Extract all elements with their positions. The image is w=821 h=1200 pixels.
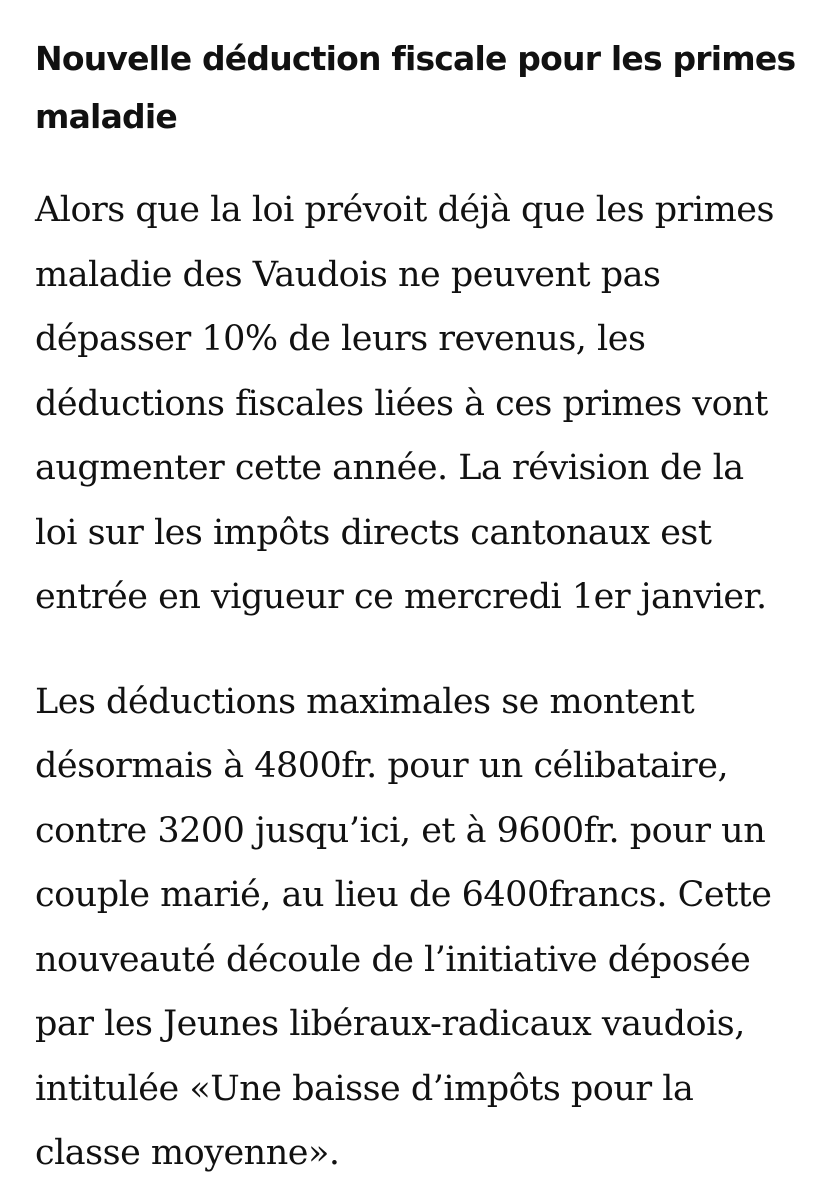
headline-line: maladie (35, 97, 177, 136)
paragraph-line: dépasser 10% de leurs revenus, les (35, 319, 646, 359)
paragraph-line: désormais à 4800fr. pour un célibataire, (35, 746, 729, 786)
article-headline (35, 30, 805, 146)
paragraph-line: Alors que la loi prévoit déjà que les primes (35, 190, 774, 230)
paragraph-line: Les déductions maximales se montent (35, 681, 695, 722)
paragraph-intro (35, 178, 805, 630)
article-body (35, 30, 805, 1186)
paragraph-deductions (35, 670, 805, 1186)
paragraph-line: augmenter cette année. La révision de la (35, 448, 744, 488)
paragraph-line: classe moyenne». (35, 1133, 340, 1173)
paragraph-line: entrée en vigueur ce mercredi 1er janvier. (35, 577, 767, 617)
paragraph-line: loi sur les impôts directs cantonaux est (35, 512, 712, 553)
paragraph-line: intitulée «Une baisse d’impôts pour la (35, 1068, 694, 1109)
paragraph-line: maladie des Vaudois ne peuvent pas (35, 254, 661, 295)
paragraph-line: nouveauté découle de l’initiative déposée (35, 939, 751, 980)
paragraph-line: contre 3200 jusqu’ici, et à 9600fr. pour un (35, 810, 766, 851)
paragraph-line: par les Jeunes libéraux-radicaux vaudois, (35, 1004, 745, 1044)
paragraph-line: déductions fiscales liées à ces primes vont (35, 383, 768, 424)
headline-line: Nouvelle déduction fiscale pour les primes (35, 39, 796, 78)
paragraph-line: couple marié, au lieu de 6400francs. Cette (35, 875, 772, 915)
